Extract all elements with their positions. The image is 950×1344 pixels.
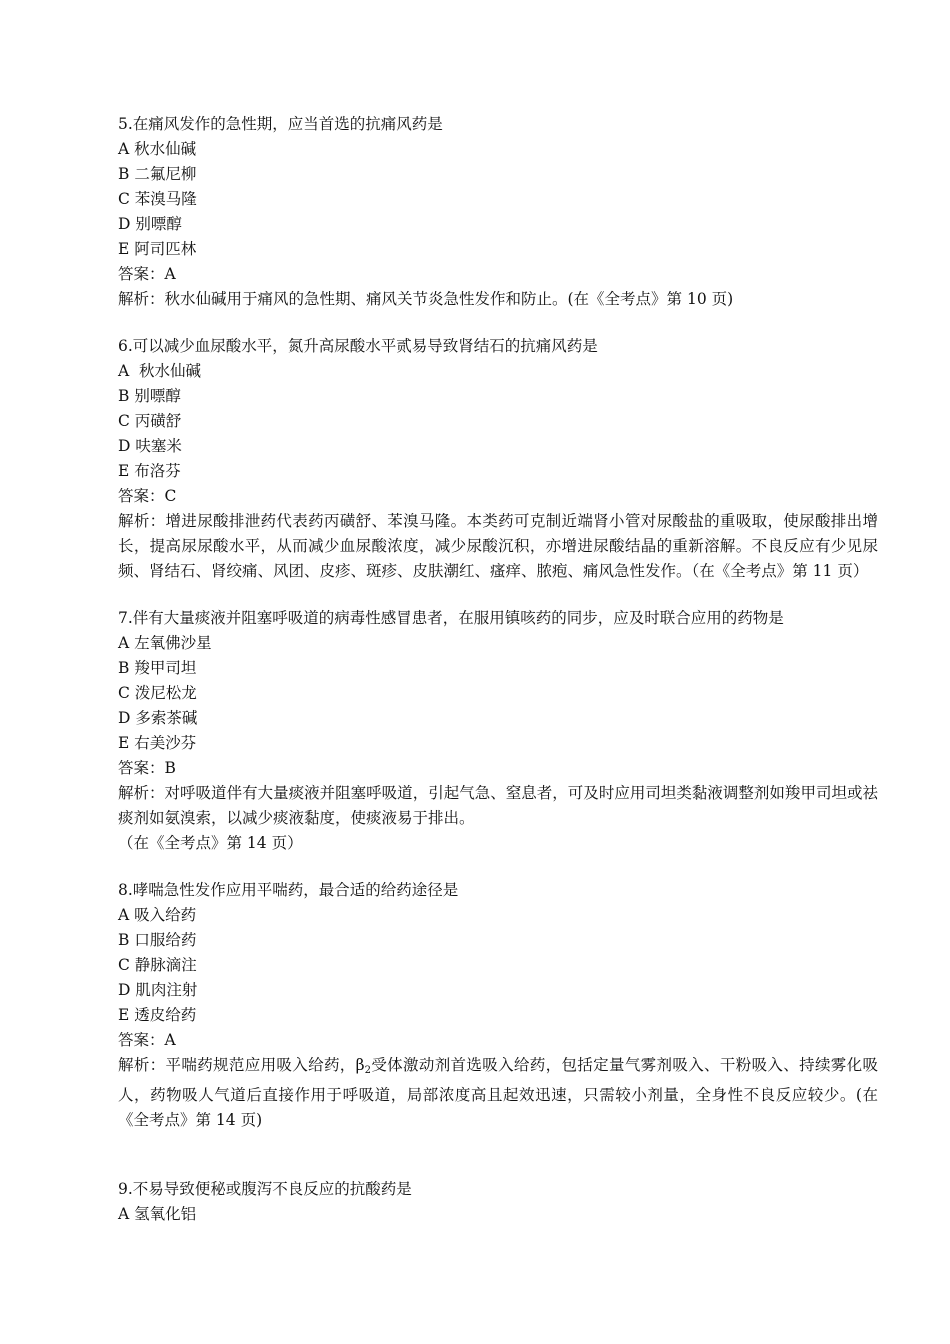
answer: 答案：C [118, 487, 177, 505]
document-page [118, 112, 878, 1249]
option-e: E 布洛芬 [118, 462, 181, 480]
analysis-body: 受体激动剂首选吸入给药，包括定量气雾剂吸入、干粉吸入、持续雾化吸人，药物吸人气道后直接作用于呼吸道，局部浓度高且起效迅速，只需较小剂量，全身性不良反应较少。(在《全考点》第 14 页) [118, 1056, 878, 1129]
option-c: C 丙磺舒 [118, 412, 182, 430]
answer: 答案：B [118, 759, 176, 777]
answer: 答案：A [118, 265, 176, 283]
option-e: E 阿司匹林 [118, 240, 197, 258]
question-7 [118, 606, 878, 856]
analysis: 解析：秋水仙碱用于痛风的急性期、痛风关节炎急性发作和防止。(在《全考点》第 10 页) [118, 290, 734, 308]
question-9 [118, 1177, 878, 1227]
spacer [118, 1155, 878, 1177]
question-6 [118, 334, 878, 584]
option-e: E 右美沙芬 [118, 734, 197, 752]
analysis [118, 1053, 878, 1133]
option-d: D 多索茶碱 [118, 709, 198, 727]
option-a: A 左氧佛沙星 [118, 634, 212, 652]
option-c: C 泼尼松龙 [118, 684, 197, 702]
question-5 [118, 112, 878, 312]
option-b: B 口服给药 [118, 931, 197, 949]
question-stem: 5.在痛风发作的急性期，应当首选的抗痛风药是 [118, 115, 443, 133]
option-a: A 吸入给药 [118, 906, 197, 924]
option-b: B 羧甲司坦 [118, 659, 197, 677]
beta-subscript: 2 [364, 1065, 371, 1076]
analysis-prefix: 解析：平喘药规范应用吸入给药，β [118, 1056, 365, 1074]
analysis: 解析：增进尿酸排泄药代表药丙磺舒、苯溴马隆。本类药可克制近端肾小管对尿酸盐的重吸取，使尿酸排出增长，提高尿尿酸水平，从而减少血尿酸浓度，减少尿酸沉积，亦增进尿酸结晶的重新溶解。不良反应有少见尿频、肾结石、肾绞痛、风团、皮疹、斑疹、皮肤潮红、瘙痒、脓疱、痛风急性发作。（在《全考点》第 11 页） [118, 512, 878, 580]
question-stem: 7.伴有大量痰液并阻塞呼吸道的病毒性感冒患者，在服用镇咳药的同步，应及时联合应用的药物是 [118, 609, 784, 627]
question-stem: 9.不易导致便秘或腹泻不良反应的抗酸药是 [118, 1180, 412, 1198]
option-b: B 别嘌醇 [118, 387, 181, 405]
option-a: A 秋水仙碱 [118, 140, 197, 158]
option-d: D 肌肉注射 [118, 981, 198, 999]
analysis-reference: （在《全考点》第 14 页） [118, 834, 303, 852]
analysis: 解析：对呼吸道伴有大量痰液并阻塞呼吸道，引起气急、窒息者，可及时应用司坦类黏液调整剂如羧甲司坦或祛痰剂如氨溴索，以减少痰液黏度，使痰液易于排出。 [118, 784, 878, 827]
option-a: A 秋水仙碱 [118, 362, 202, 380]
answer: 答案：A [118, 1031, 176, 1049]
option-d: D 别嘌醇 [118, 215, 182, 233]
question-8 [118, 878, 878, 1133]
question-stem: 6.可以减少血尿酸水平，氮升高尿酸水平贰易导致肾结石的抗痛风药是 [118, 337, 598, 355]
option-d: D 呋塞米 [118, 437, 182, 455]
option-b: B 二氟尼柳 [118, 165, 197, 183]
option-c: C 静脉滴注 [118, 956, 197, 974]
option-c: C 苯溴马隆 [118, 190, 197, 208]
question-stem: 8.哮喘急性发作应用平喘药，最合适的给药途径是 [118, 881, 459, 899]
option-a: A 氢氧化铝 [118, 1205, 197, 1223]
option-e: E 透皮给药 [118, 1006, 197, 1024]
